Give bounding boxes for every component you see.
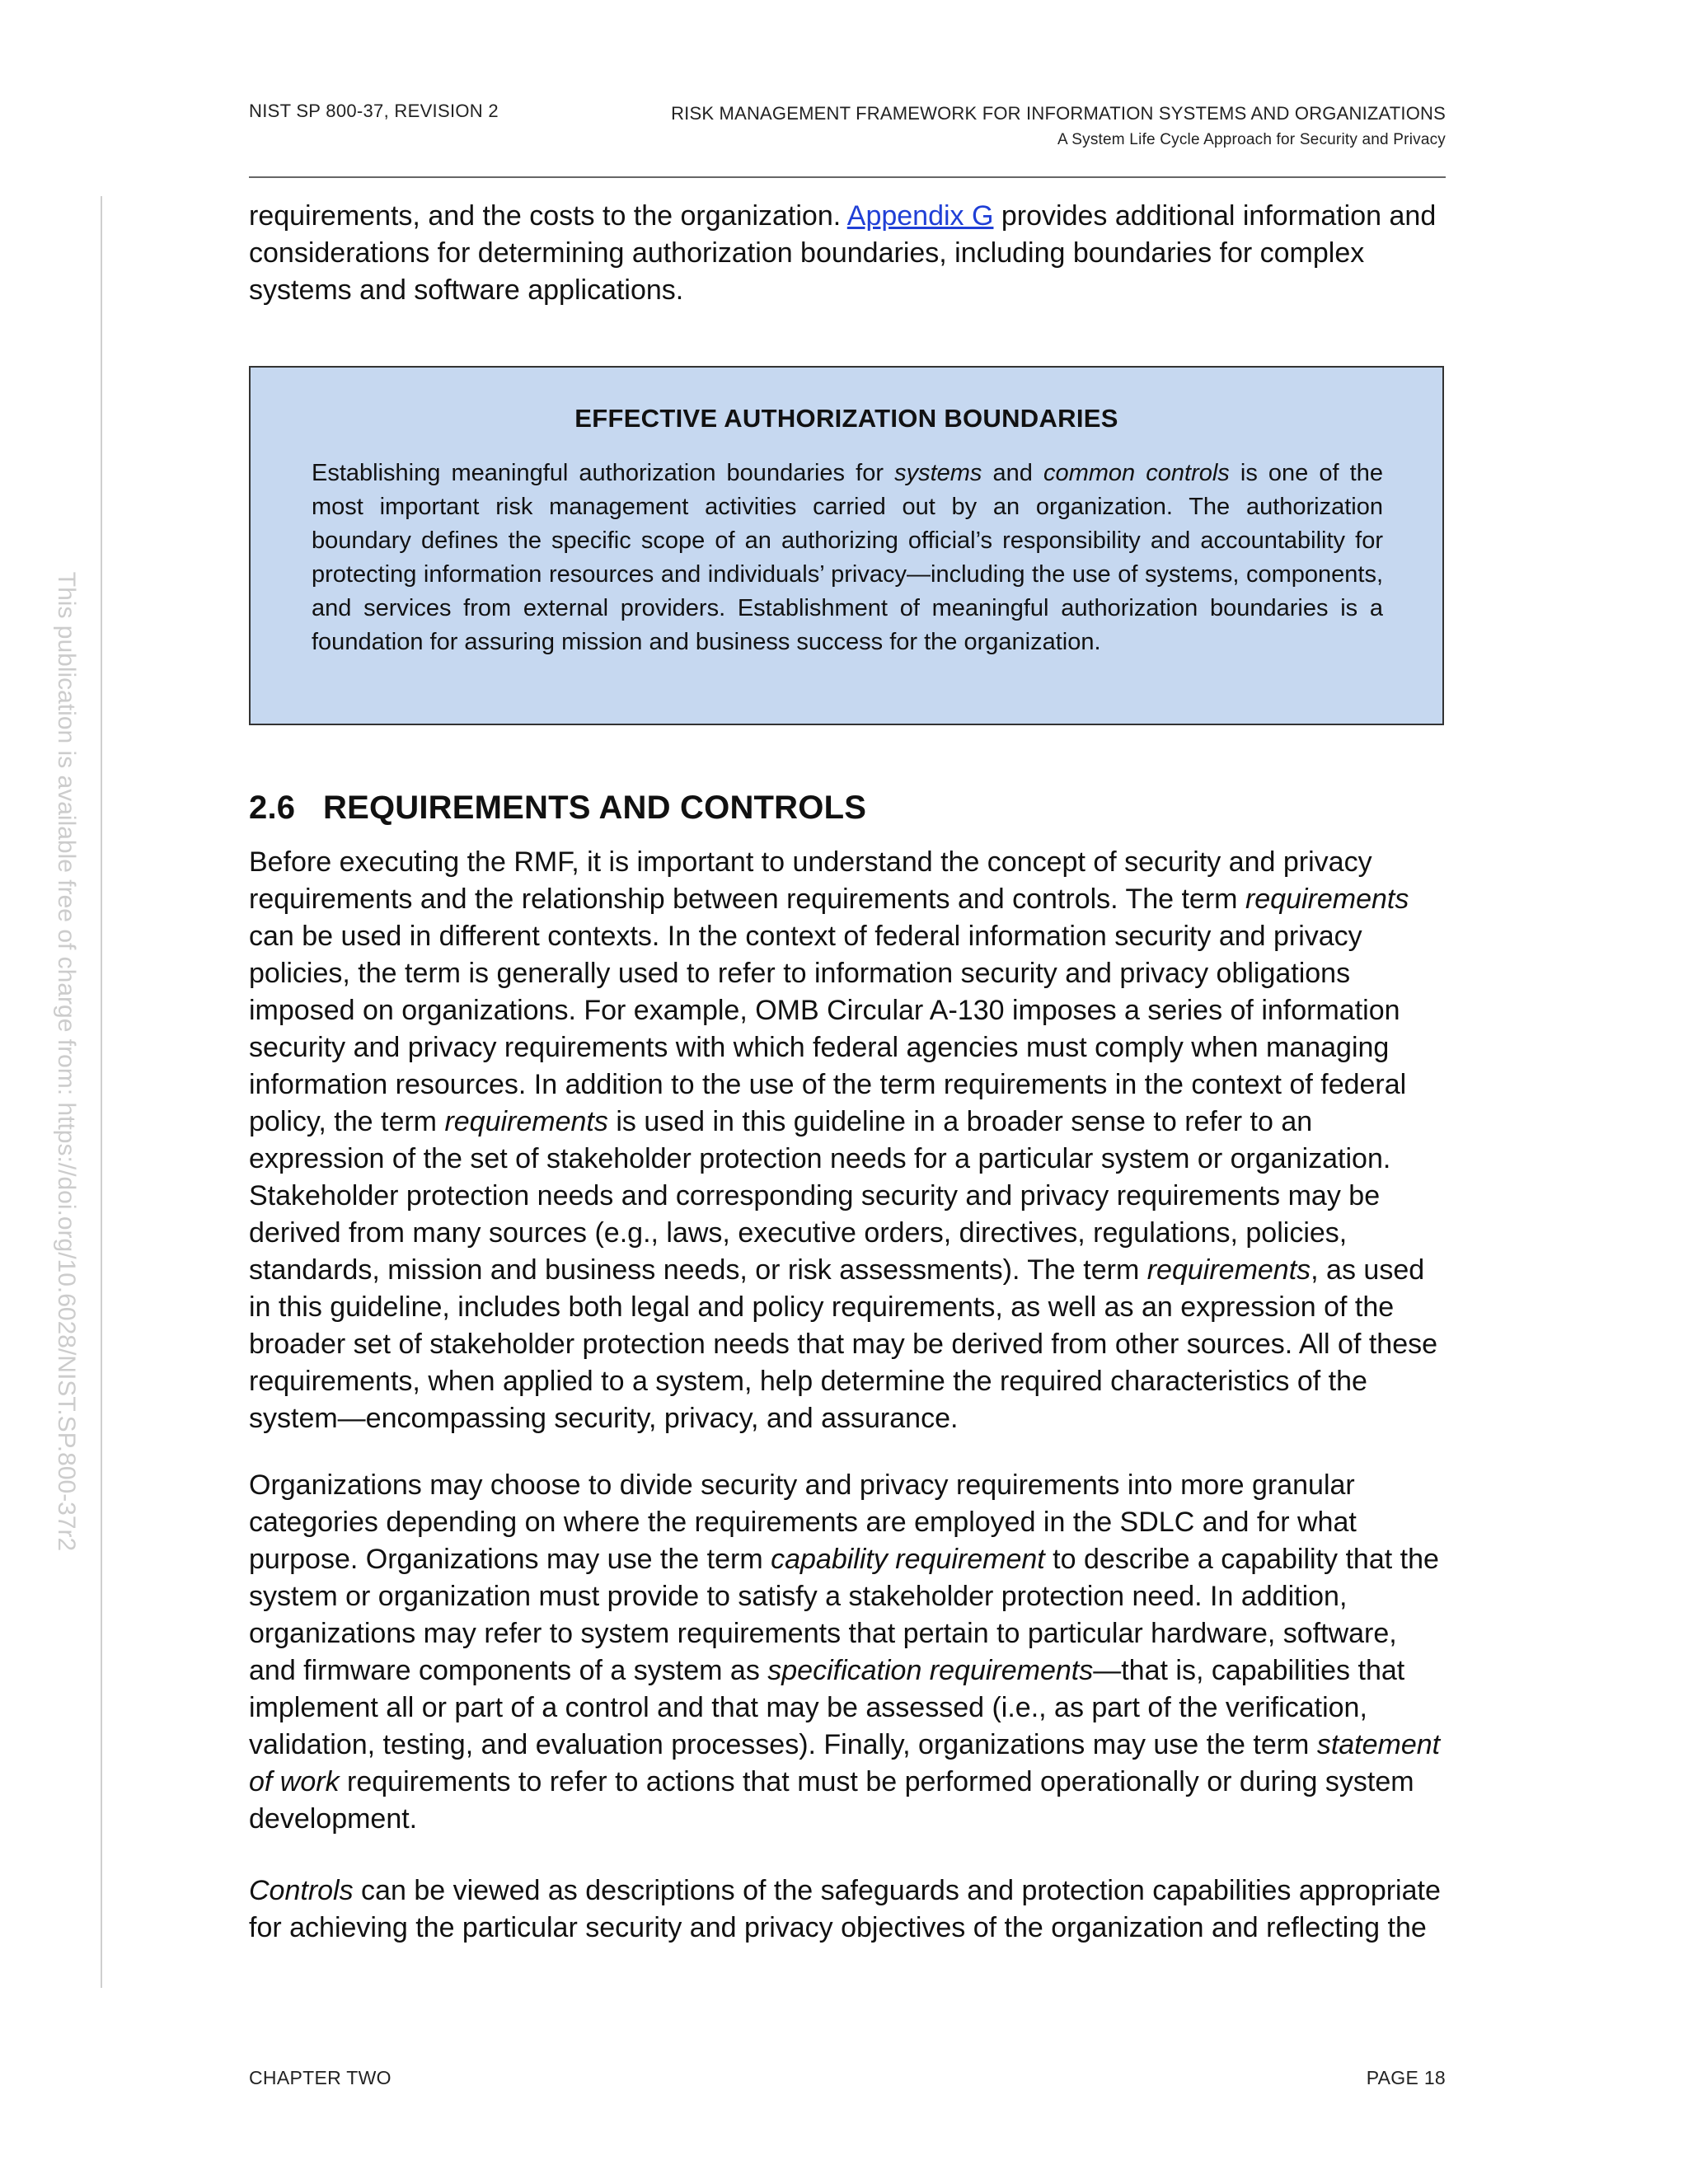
body-emphasis: capability requirement [771, 1544, 1045, 1575]
body-text: , as used in this guideline, includes both legal and policy requirements, as well as an expression of the broader set of stakeholder protection needs that may be derived from other sources. All of these requirements, when applied to a system, help determine the required characteristics of the system—encompassing security, privacy, and assurance. [249, 1254, 1438, 1434]
footer-chapter: CHAPTER TWO [249, 2067, 392, 2088]
paragraph-1 [249, 844, 1446, 1437]
section-heading [249, 790, 866, 827]
body-text: can be used in different contexts. In the context of federal information security and privacy policies, the term is generally used to refer to information security and privacy obligations imposed on organizations. For example, OMB Circular A-130 imposes a series of information security and privacy requirements with which federal agencies must comply when managing information resources. In addition to the use of the term requirements in the context of federal policy, the term [249, 921, 1407, 1137]
body-text: Organizations may choose to divide security and privacy requirements into more granular categories depending on where the requirements are employed in the SDLC and for what purpose. Organizations may use the term [249, 1469, 1357, 1575]
callout-text: and [982, 460, 1043, 486]
intro-text-2: provides additional information and considerations for determining authorization boundaries, including boundaries for complex systems and software applications. [249, 200, 1437, 306]
body-emphasis: requirements [444, 1106, 608, 1137]
body-text: —that is, capabilities that implement all or part of a control and that may be assessed (i.e., as part of the verification, validation, testing, and evaluation processes). Finally, organizations may use the term [249, 1655, 1405, 1760]
body-text: requirements to refer to actions that must be performed operationally or during system development. [249, 1766, 1414, 1835]
running-header-right [671, 101, 1446, 153]
body-text: is used in this guideline in a broader sense to refer to an expression of the set of stakeholder protection needs for a particular system or organization. Stakeholder protection needs and corresponding security and privacy requirements may be derived from many sources (e.g., laws, executive orders, directives, regulations, policies, standards, mission and business needs, or risk assessments). The term [249, 1106, 1391, 1286]
paragraph-3 [249, 1872, 1446, 1947]
availability-notice: This publication is available free of charge from: https://doi.org/10.6028/NIST.SP.800-37r2 [53, 571, 80, 1552]
body-emphasis: statement of work [249, 1729, 1441, 1797]
appendix-g-link[interactable]: Appendix G [846, 200, 994, 232]
body-emphasis: specification requirements [767, 1655, 1094, 1686]
section-title: REQUIREMENTS AND CONTROLS [323, 790, 867, 826]
callout-text: Establishing meaningful authorization boundaries for [312, 460, 895, 486]
body-text: to describe a capability that the system or organization must provide to satisfy a stakeholder protection need. In addition, organizations may refer to system requirements that pertain to particular hardware, software, and firmware components of a system as [249, 1544, 1439, 1686]
body-text: Before executing the RMF, it is important to understand the concept of security and privacy requirements and the relationship between requirements and controls. The term [249, 846, 1372, 915]
section-number: 2.6 [249, 790, 296, 826]
callout-title: EFFECTIVE AUTHORIZATION BOUNDARIES [574, 404, 1118, 433]
intro-paragraph [249, 198, 1446, 309]
callout-emphasis: systems [894, 460, 982, 486]
running-header-subtitle: A System Life Cycle Approach for Security and Privacy [1057, 131, 1446, 148]
footer-page-number: PAGE 18 [1366, 2067, 1446, 2088]
body-emphasis: requirements [1146, 1254, 1311, 1286]
paragraph-2 [249, 1467, 1446, 1838]
callout-body [312, 457, 1383, 659]
body-emphasis: Controls [249, 1875, 354, 1906]
intro-text-1: requirements, and the costs to the organization. [249, 200, 847, 232]
running-header-title: RISK MANAGEMENT FRAMEWORK FOR INFORMATION SYSTEMS AND ORGANIZATIONS [671, 103, 1446, 124]
body-emphasis: requirements [1245, 883, 1409, 915]
callout-box [249, 366, 1444, 725]
callout-emphasis: common controls [1043, 460, 1230, 486]
sidebar-divider [101, 196, 102, 1988]
running-header-left: NIST SP 800-37, REVISION 2 [249, 101, 499, 121]
body-text: can be viewed as descriptions of the safeguards and protection capabilities appropriate for achieving the particular security and privacy objectives of the organization and reflecting the [249, 1875, 1441, 1943]
callout-text: is one of the most important risk management activities carried out by an organization. The authorization boundary defines the specific scope of an authorizing official’s responsibility and accountability for protecting information resources and individuals’ privacy—including the use of systems, components, and services from external providers. Establishment of meaningful authorization boundaries is a foundation for assuring mission and business success for the organization. [312, 460, 1383, 655]
header-divider [249, 176, 1446, 178]
